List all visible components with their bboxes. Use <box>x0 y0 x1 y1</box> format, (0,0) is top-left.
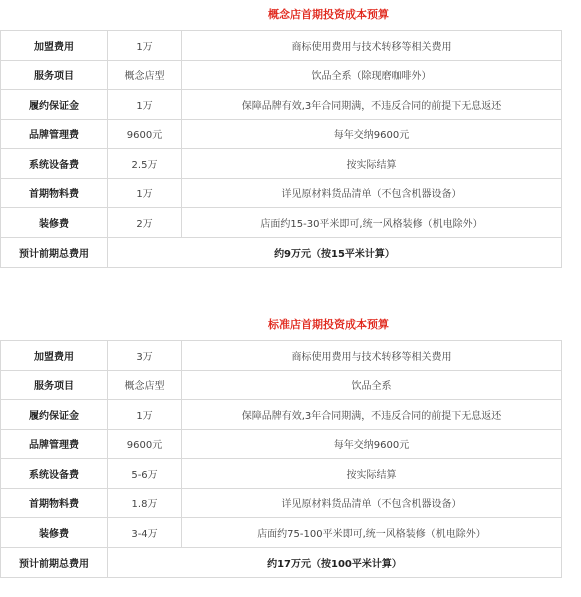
row-description: 饮品全系 <box>182 370 562 400</box>
standard-store-budget-section <box>0 310 562 578</box>
row-label: 首期物料费 <box>1 178 108 208</box>
row-value: 1万 <box>108 31 182 61</box>
row-value: 2.5万 <box>108 149 182 179</box>
row-description: 按实际结算 <box>182 149 562 179</box>
row-description: 详见原材料货品清单（不包含机器设备） <box>182 488 562 518</box>
row-label: 首期物料费 <box>1 488 108 518</box>
table-row <box>1 31 562 61</box>
row-label: 加盟费用 <box>1 31 108 61</box>
row-description: 每年交纳9600元 <box>182 119 562 149</box>
budget-table <box>0 340 562 578</box>
row-description: 保障品牌有效,3年合同期满，不违反合同的前提下无息返还 <box>182 90 562 120</box>
table-row <box>1 90 562 120</box>
row-label: 系统设备费 <box>1 459 108 489</box>
table-row <box>1 60 562 90</box>
total-value: 约17万元（按100平米计算） <box>108 547 562 577</box>
row-label: 装修费 <box>1 208 108 238</box>
row-value: 5-6万 <box>108 459 182 489</box>
section-title: 概念店首期投资成本预算 <box>268 8 389 21</box>
row-description: 保障品牌有效,3年合同期满，不违反合同的前提下无息返还 <box>182 400 562 430</box>
table-row <box>1 208 562 238</box>
row-label: 履约保证金 <box>1 400 108 430</box>
table-row <box>1 459 562 489</box>
row-description: 商标使用费用与技术转移等相关费用 <box>182 31 562 61</box>
row-label: 加盟费用 <box>1 341 108 371</box>
table-row <box>1 149 562 179</box>
row-label: 装修费 <box>1 518 108 548</box>
section-title: 标准店首期投资成本预算 <box>268 318 389 331</box>
row-description: 饮品全系（除现磨咖啡外） <box>182 60 562 90</box>
row-value: 9600元 <box>108 119 182 149</box>
row-value: 3万 <box>108 341 182 371</box>
table-row <box>1 488 562 518</box>
row-value: 1万 <box>108 90 182 120</box>
concept-store-budget-section <box>0 0 562 268</box>
row-label: 品牌管理费 <box>1 429 108 459</box>
total-row <box>1 547 562 577</box>
table-row <box>1 429 562 459</box>
table-row <box>1 119 562 149</box>
row-value: 概念店型 <box>108 60 182 90</box>
row-label: 服务项目 <box>1 60 108 90</box>
budget-table <box>0 30 562 268</box>
row-label: 系统设备费 <box>1 149 108 179</box>
row-value: 9600元 <box>108 429 182 459</box>
row-label: 品牌管理费 <box>1 119 108 149</box>
total-row <box>1 237 562 267</box>
row-value: 1万 <box>108 178 182 208</box>
row-value: 1万 <box>108 400 182 430</box>
table-row <box>1 178 562 208</box>
total-label: 预计前期总费用 <box>1 547 108 577</box>
row-description: 每年交纳9600元 <box>182 429 562 459</box>
row-description: 店面约15-30平米即可,统一风格装修（机电除外） <box>182 208 562 238</box>
row-label: 服务项目 <box>1 370 108 400</box>
row-value: 概念店型 <box>108 370 182 400</box>
table-row <box>1 518 562 548</box>
row-description: 按实际结算 <box>182 459 562 489</box>
table-row <box>1 370 562 400</box>
row-value: 2万 <box>108 208 182 238</box>
row-value: 3-4万 <box>108 518 182 548</box>
table-row <box>1 341 562 371</box>
row-description: 详见原材料货品清单（不包含机器设备） <box>182 178 562 208</box>
row-value: 1.8万 <box>108 488 182 518</box>
total-value: 约9万元（按15平米计算） <box>108 237 562 267</box>
table-row <box>1 400 562 430</box>
row-description: 店面约75-100平米即可,统一风格装修（机电除外） <box>182 518 562 548</box>
row-description: 商标使用费用与技术转移等相关费用 <box>182 341 562 371</box>
row-label: 履约保证金 <box>1 90 108 120</box>
total-label: 预计前期总费用 <box>1 237 108 267</box>
